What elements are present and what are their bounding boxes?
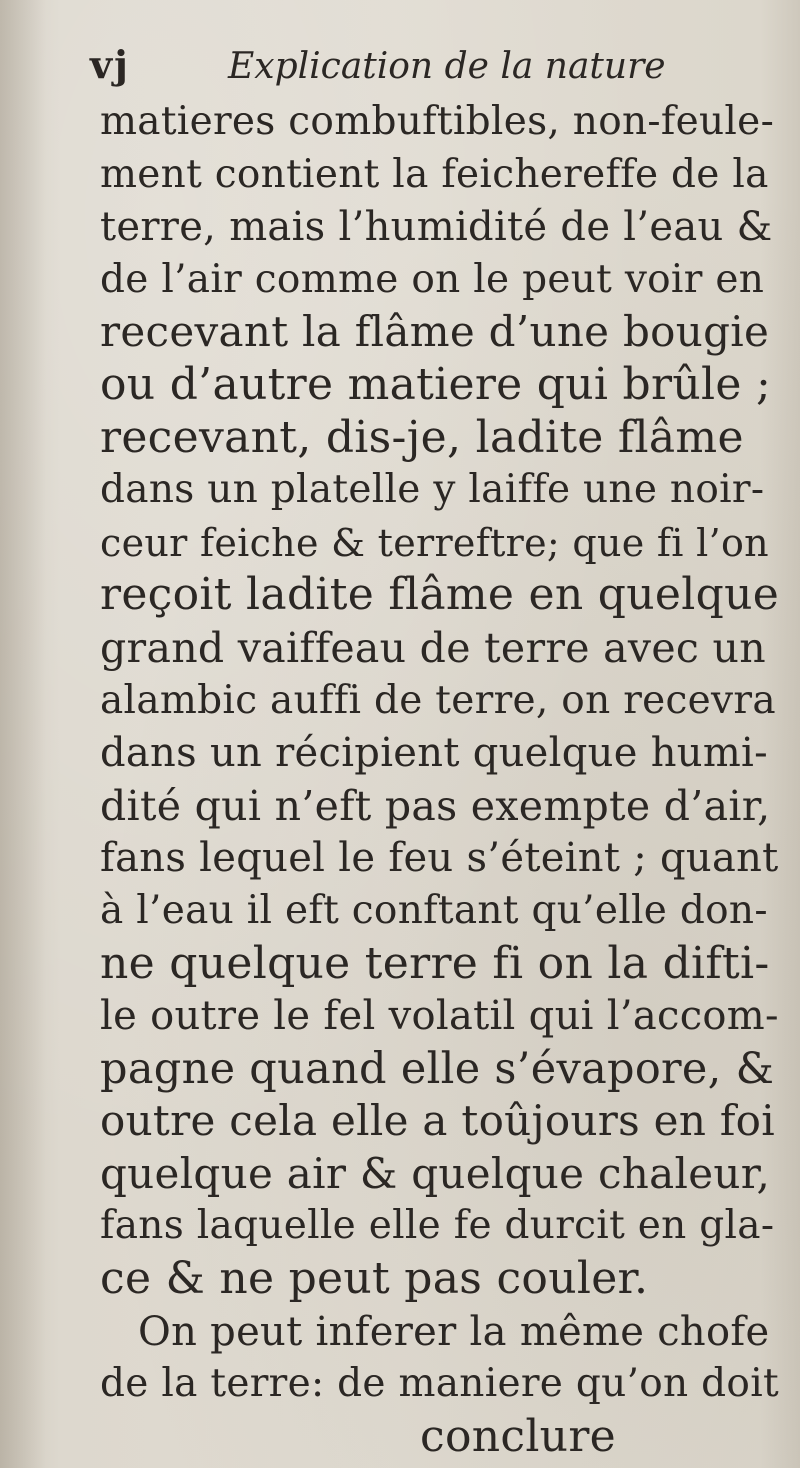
text-line: ne quelque terre fi on la difti-: [100, 937, 770, 989]
text-line: à l’eau il eft conftant qu’elle don-: [100, 887, 768, 933]
body-text: [100, 96, 780, 1463]
text-line: dans un platelle y laiffe une noir-: [100, 467, 765, 513]
text-line: fans lequel le feu s’éteint ; quant: [100, 835, 779, 882]
running-title: Explication de la nature: [228, 46, 666, 87]
text-line: le outre le fel volatil qui l’accom-: [100, 993, 779, 1040]
text-line: quelque air & quelque chaleur,: [100, 1148, 771, 1198]
text-line: ceur feiche & terreftre; que fi l’on: [100, 520, 769, 565]
text-line: alambic auffi de terre, on recevra: [100, 677, 776, 723]
text-line: de l’air comme on le peut voir en: [100, 256, 765, 302]
text-line: ce & ne peut pas couler.: [100, 1253, 649, 1305]
page-number: vj: [90, 42, 130, 87]
text-line: dans un récipient quelque humi-: [100, 730, 768, 777]
text-line: grand vaiffeau de terre avec un: [100, 623, 766, 672]
text-line: terre, mais l’humidité de l’eau &: [100, 204, 773, 251]
text-line: matieres combuftibles, non-feule-: [100, 99, 775, 144]
page-header: [78, 42, 666, 98]
text-line: dité qui n’eft pas exempte d’air,: [100, 781, 771, 830]
text-line: recevant, dis-je, ladite flâme: [100, 411, 744, 463]
catchword: conclure: [420, 1410, 616, 1462]
text-line: fans laquelle elle fe durcit en gla-: [100, 1203, 775, 1249]
text-line: ou d’autre matiere qui brûle ;: [100, 358, 772, 410]
page-gutter-shadow: [0, 0, 46, 1468]
text-line: reçoit ladite flâme en quelque: [100, 569, 780, 621]
paragraph-start-line: On peut inferer la même chofe: [138, 1308, 770, 1355]
text-line: pagne quand elle s’évapore, &: [100, 1043, 775, 1094]
text-line: recevant la flâme d’une bougie: [100, 307, 770, 357]
text-line: ment contient la feichereffe de la: [100, 151, 769, 197]
text-line: outre cela elle a toûjours en foi: [100, 1096, 775, 1146]
text-line: de la terre: de maniere qu’on doit: [100, 1361, 779, 1407]
